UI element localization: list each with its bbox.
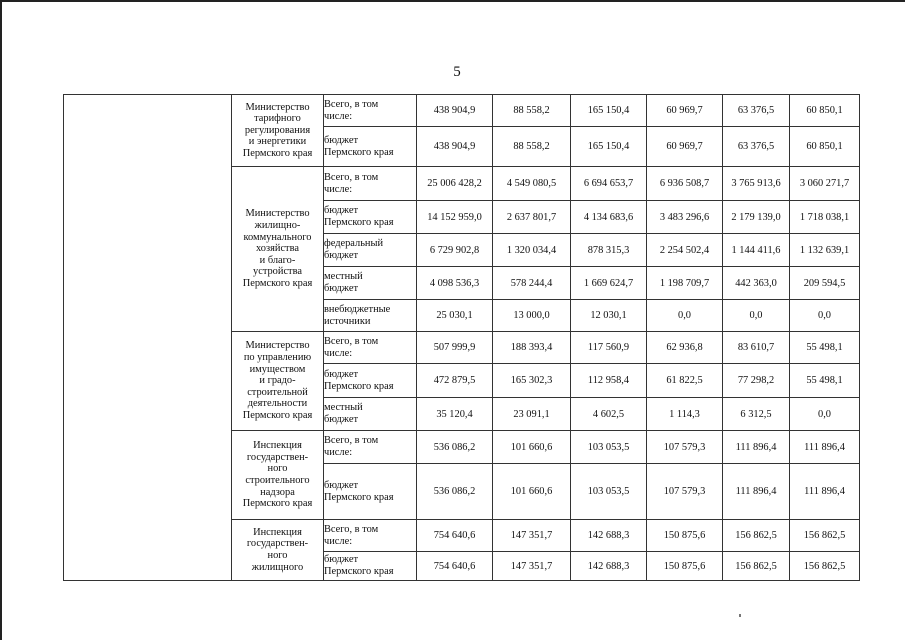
amount-cell: 165 302,3 — [493, 364, 571, 398]
amount-cell: 536 086,2 — [417, 431, 493, 464]
amount-cell: 112 958,4 — [571, 364, 647, 398]
amount-cell: 0,0 — [790, 398, 860, 431]
amount-cell: 438 904,9 — [417, 127, 493, 167]
amount-cell: 6 694 653,7 — [571, 167, 647, 201]
funding-source: бюджет Пермского края — [324, 364, 417, 398]
funding-source: бюджет Пермского края — [324, 464, 417, 520]
amount-cell: 442 363,0 — [723, 267, 790, 300]
amount-cell: 536 086,2 — [417, 464, 493, 520]
amount-cell: 60 850,1 — [790, 95, 860, 127]
funding-source: Всего, в том числе: — [324, 167, 417, 201]
amount-cell: 3 765 913,6 — [723, 167, 790, 201]
table-row — [64, 95, 860, 127]
funding-source: Всего, в том числе: — [324, 95, 417, 127]
amount-cell: 0,0 — [790, 300, 860, 332]
amount-cell: 4 549 080,5 — [493, 167, 571, 201]
amount-cell: 13 000,0 — [493, 300, 571, 332]
amount-cell: 3 060 271,7 — [790, 167, 860, 201]
amount-cell: 156 862,5 — [723, 552, 790, 581]
amount-cell: 147 351,7 — [493, 520, 571, 552]
amount-cell: 1 198 709,7 — [647, 267, 723, 300]
amount-cell: 1 718 038,1 — [790, 201, 860, 234]
amount-cell: 61 822,5 — [647, 364, 723, 398]
scan-border-top — [0, 0, 905, 2]
amount-cell: 83 610,7 — [723, 332, 790, 364]
budget-table — [63, 94, 860, 581]
amount-cell: 438 904,9 — [417, 95, 493, 127]
page-number: 5 — [453, 64, 461, 80]
funding-source: местный бюджет — [324, 267, 417, 300]
amount-cell: 111 896,4 — [790, 464, 860, 520]
amount-cell: 63 376,5 — [723, 95, 790, 127]
amount-cell: 55 498,1 — [790, 364, 860, 398]
amount-cell: 142 688,3 — [571, 552, 647, 581]
amount-cell: 117 560,9 — [571, 332, 647, 364]
amount-cell: 25 030,1 — [417, 300, 493, 332]
amount-cell: 111 896,4 — [723, 431, 790, 464]
amount-cell: 103 053,5 — [571, 431, 647, 464]
amount-cell: 578 244,4 — [493, 267, 571, 300]
amount-cell: 55 498,1 — [790, 332, 860, 364]
amount-cell: 156 862,5 — [723, 520, 790, 552]
amount-cell: 1 320 034,4 — [493, 234, 571, 267]
funding-source: бюджет Пермского края — [324, 201, 417, 234]
amount-cell: 60 969,7 — [647, 95, 723, 127]
blank-left-column — [64, 95, 232, 581]
amount-cell: 878 315,3 — [571, 234, 647, 267]
funding-source: местный бюджет — [324, 398, 417, 431]
amount-cell: 101 660,6 — [493, 464, 571, 520]
scan-border-left — [0, 0, 2, 640]
amount-cell: 62 936,8 — [647, 332, 723, 364]
amount-cell: 0,0 — [723, 300, 790, 332]
amount-cell: 188 393,4 — [493, 332, 571, 364]
amount-cell: 150 875,6 — [647, 552, 723, 581]
amount-cell: 754 640,6 — [417, 552, 493, 581]
amount-cell: 156 862,5 — [790, 520, 860, 552]
funding-source: Всего, в том числе: — [324, 431, 417, 464]
organization-name: Инспекция государствен- ного жилищного — [232, 520, 324, 581]
amount-cell: 60 850,1 — [790, 127, 860, 167]
amount-cell: 150 875,6 — [647, 520, 723, 552]
amount-cell: 0,0 — [647, 300, 723, 332]
amount-cell: 3 483 296,6 — [647, 201, 723, 234]
funding-source: федеральный бюджет — [324, 234, 417, 267]
amount-cell: 35 120,4 — [417, 398, 493, 431]
amount-cell: 6 312,5 — [723, 398, 790, 431]
amount-cell: 2 254 502,4 — [647, 234, 723, 267]
amount-cell: 111 896,4 — [723, 464, 790, 520]
amount-cell: 4 602,5 — [571, 398, 647, 431]
amount-cell: 754 640,6 — [417, 520, 493, 552]
organization-name: Министерство жилищно- коммунального хозяйства и благо- устройства Пермского края — [232, 167, 324, 332]
organization-name: Министерство по управлению имуществом и градо- строительной деятельности Пермского края — [232, 332, 324, 431]
funding-source: бюджет Пермского края — [324, 127, 417, 167]
funding-source: Всего, в том числе: — [324, 520, 417, 552]
amount-cell: 2 637 801,7 — [493, 201, 571, 234]
amount-cell: 107 579,3 — [647, 431, 723, 464]
amount-cell: 77 298,2 — [723, 364, 790, 398]
amount-cell: 101 660,6 — [493, 431, 571, 464]
amount-cell: 147 351,7 — [493, 552, 571, 581]
amount-cell: 2 179 139,0 — [723, 201, 790, 234]
amount-cell: 107 579,3 — [647, 464, 723, 520]
amount-cell: 156 862,5 — [790, 552, 860, 581]
amount-cell: 472 879,5 — [417, 364, 493, 398]
funding-source: Всего, в том числе: — [324, 332, 417, 364]
amount-cell: 12 030,1 — [571, 300, 647, 332]
amount-cell: 1 144 411,6 — [723, 234, 790, 267]
amount-cell: 165 150,4 — [571, 127, 647, 167]
organization-name: Министерство тарифного регулирования и энергетики Пермского края — [232, 95, 324, 167]
amount-cell: 14 152 959,0 — [417, 201, 493, 234]
funding-source: бюджет Пермского края — [324, 552, 417, 581]
amount-cell: 23 091,1 — [493, 398, 571, 431]
scan-speck — [739, 614, 741, 617]
amount-cell: 60 969,7 — [647, 127, 723, 167]
amount-cell: 507 999,9 — [417, 332, 493, 364]
amount-cell: 1 669 624,7 — [571, 267, 647, 300]
amount-cell: 63 376,5 — [723, 127, 790, 167]
amount-cell: 111 896,4 — [790, 431, 860, 464]
amount-cell: 88 558,2 — [493, 127, 571, 167]
amount-cell: 4 098 536,3 — [417, 267, 493, 300]
amount-cell: 103 053,5 — [571, 464, 647, 520]
amount-cell: 6 936 508,7 — [647, 167, 723, 201]
amount-cell: 6 729 902,8 — [417, 234, 493, 267]
amount-cell: 25 006 428,2 — [417, 167, 493, 201]
amount-cell: 142 688,3 — [571, 520, 647, 552]
organization-name: Инспекция государствен- ного строительного надзора Пермского края — [232, 431, 324, 520]
amount-cell: 1 114,3 — [647, 398, 723, 431]
amount-cell: 4 134 683,6 — [571, 201, 647, 234]
funding-source: внебюджетные источники — [324, 300, 417, 332]
amount-cell: 209 594,5 — [790, 267, 860, 300]
amount-cell: 165 150,4 — [571, 95, 647, 127]
amount-cell: 88 558,2 — [493, 95, 571, 127]
amount-cell: 1 132 639,1 — [790, 234, 860, 267]
